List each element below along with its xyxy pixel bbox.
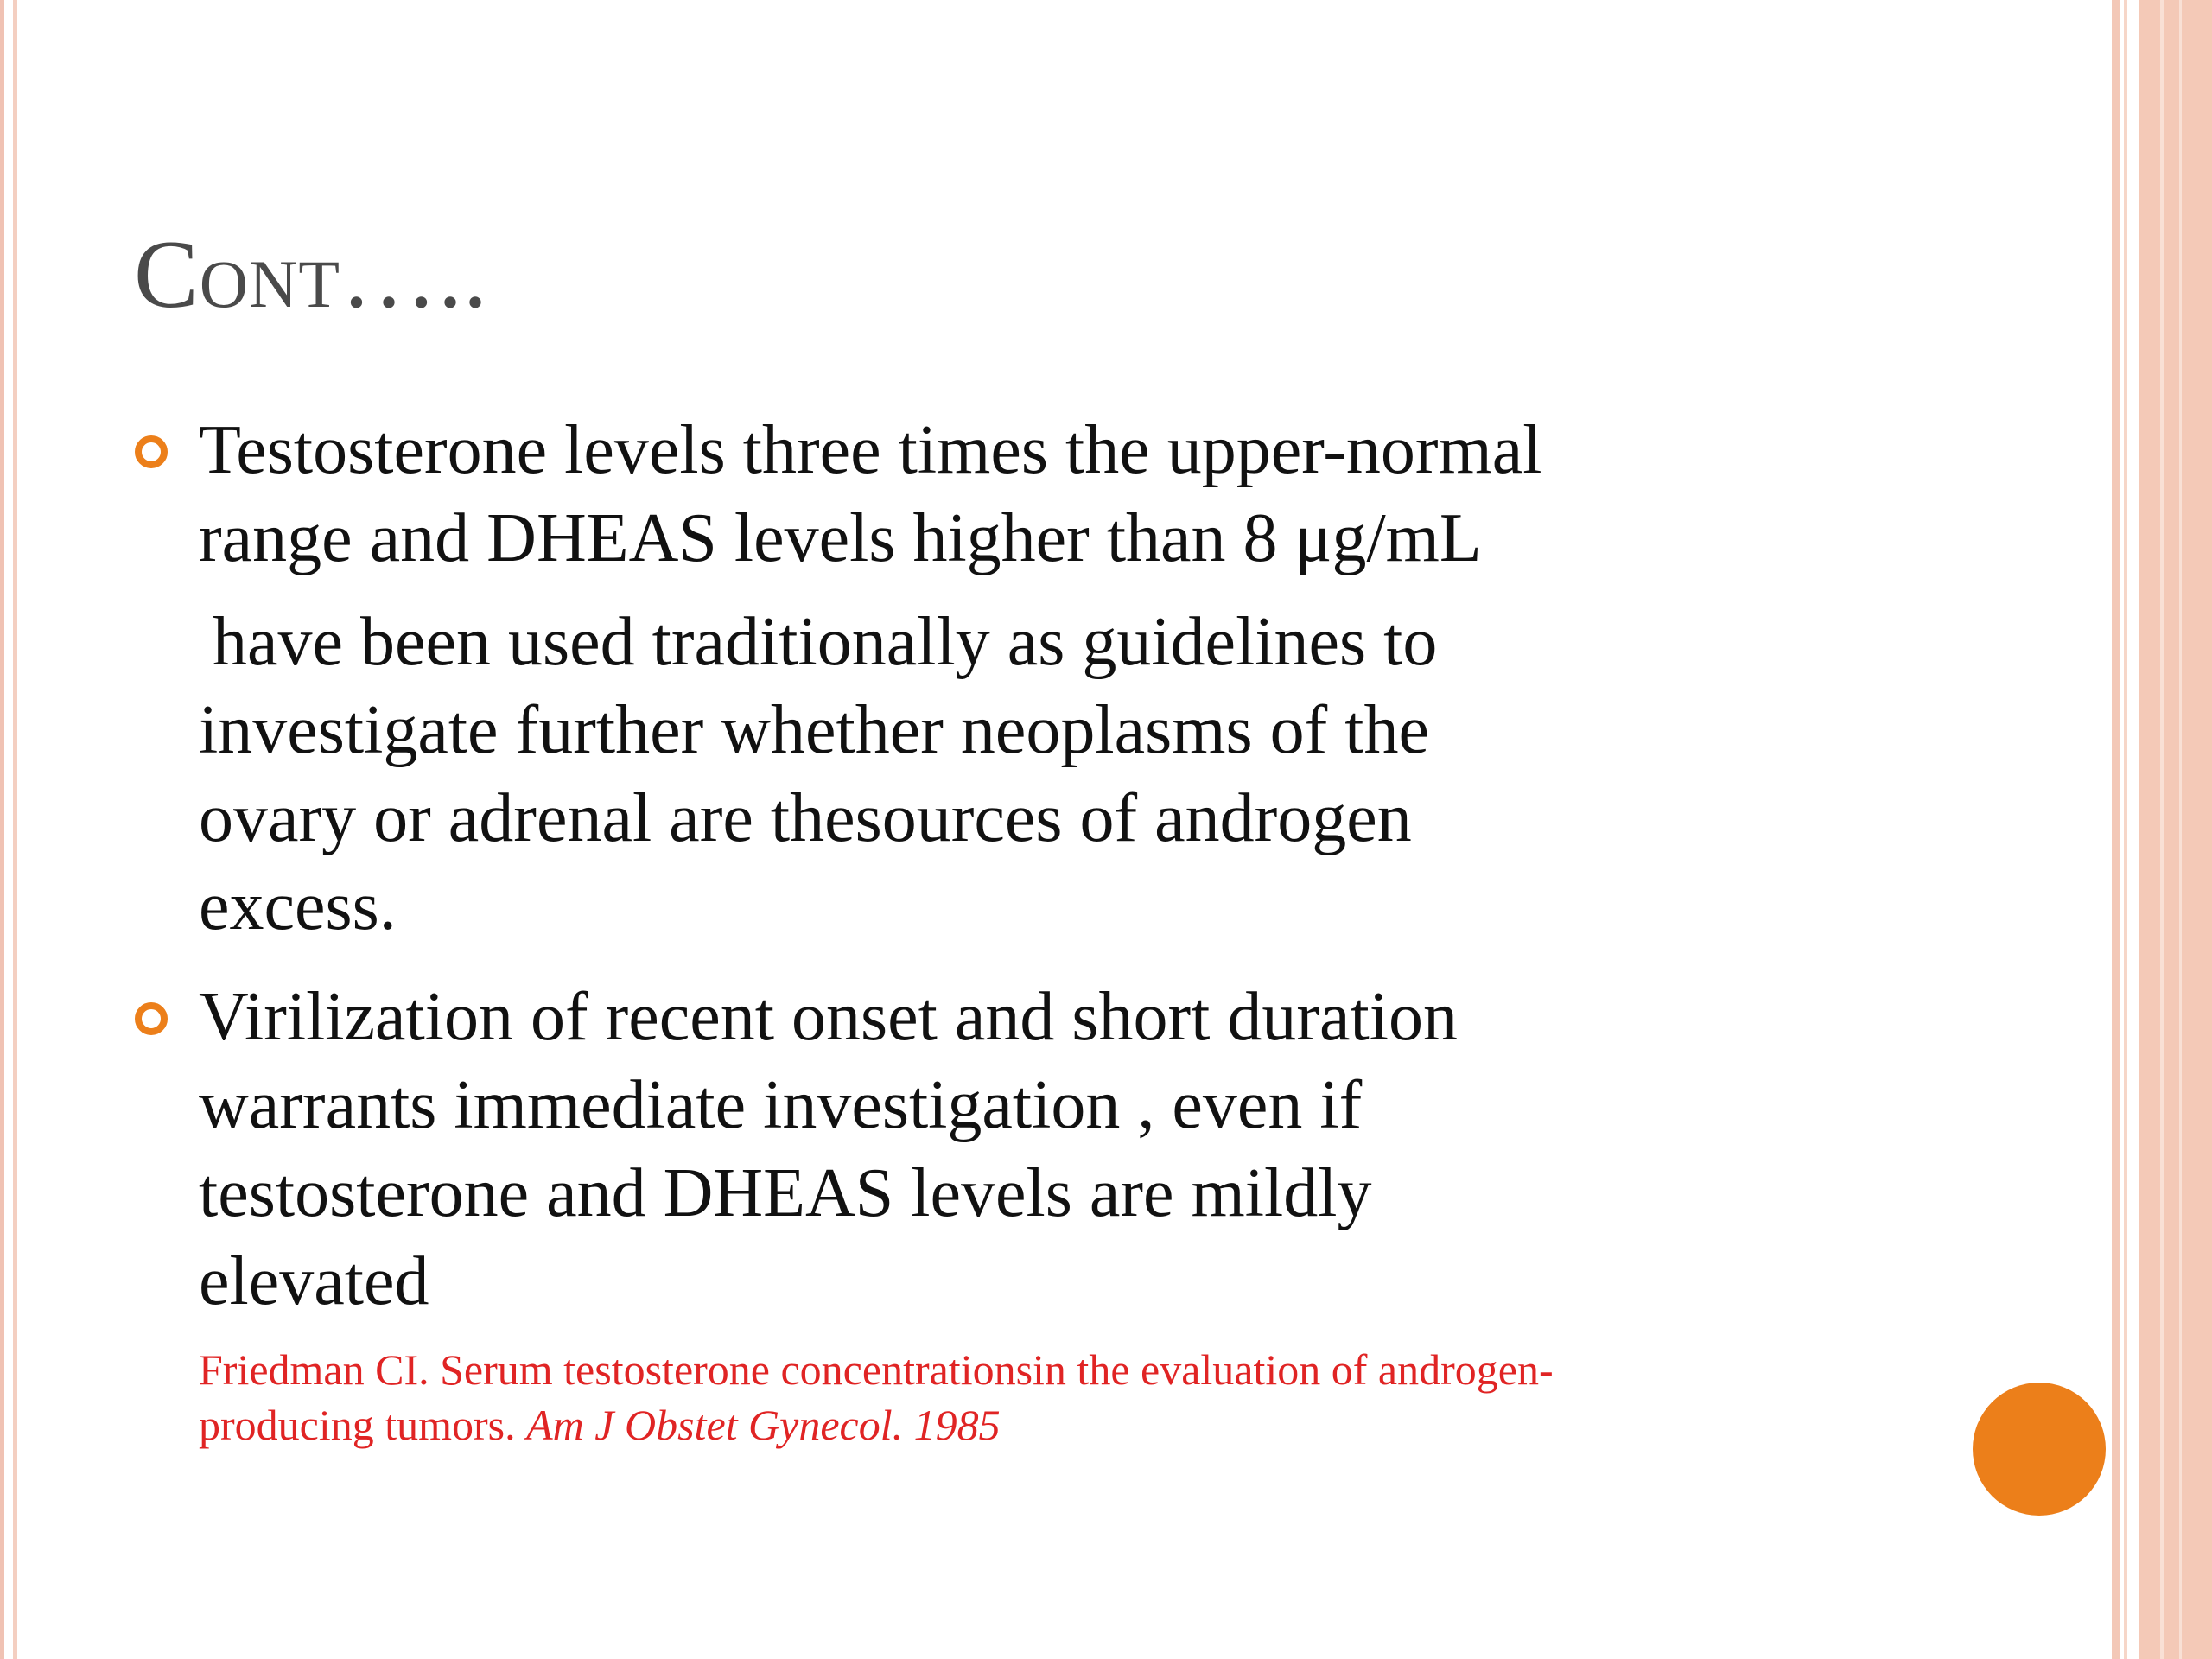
slide-title: Cont…..	[134, 221, 489, 328]
bullet-1-continuation-line-2: investigate further whether neoplasms of the	[199, 692, 1429, 768]
bullet-2-line-1: Virilization of recent onset and short duration	[199, 979, 1458, 1055]
right-border-band-line	[2160, 0, 2164, 1659]
citation-line-1: Friedman CI. Serum testosterone concentrationsin the evaluation of androgen-	[199, 1345, 1554, 1394]
citation-title-tail: producing tumors.	[199, 1401, 527, 1449]
bullet-2-line-3: testosterone and DHEAS levels are mildly	[199, 1155, 1372, 1231]
bullet-2-line-2: warrants immediate investigation , even if	[199, 1067, 1363, 1143]
right-border-band-line-2	[2179, 0, 2182, 1659]
bullet-item-2	[199, 973, 1944, 1325]
orange-circle-decoration	[1973, 1382, 2106, 1516]
slide-body	[199, 406, 1944, 1325]
bullet-1-line-2: range and DHEAS levels higher than 8 μg/mL	[199, 500, 1482, 576]
orange-ring-bullet-icon	[135, 1002, 168, 1035]
citation-journal: Am J Obstet Gynecol. 1985	[526, 1401, 1001, 1449]
bullet-1-continuation-line-4: excess.	[199, 868, 397, 944]
bullet-1-line-1: Testosterone levels three times the upper-normal	[199, 412, 1542, 488]
right-border-stripe-thin	[2124, 0, 2127, 1659]
bullet-1-continuation-line-1: have been used traditionally as guidelines to	[213, 604, 1438, 680]
bullet-2-line-4: elevated	[199, 1243, 429, 1319]
bullet-1-continuation-line-3: ovary or adrenal are thesources of androgen	[199, 780, 1412, 856]
right-border-stripe	[2112, 0, 2120, 1659]
right-border-band	[2139, 0, 2212, 1659]
orange-ring-bullet-icon	[135, 435, 168, 468]
citation-line-2	[199, 1397, 1979, 1452]
citation-reference	[199, 1342, 1979, 1452]
left-border-line-inner	[13, 0, 17, 1659]
left-border-line	[0, 0, 4, 1659]
bullet-item-1	[199, 406, 1944, 950]
